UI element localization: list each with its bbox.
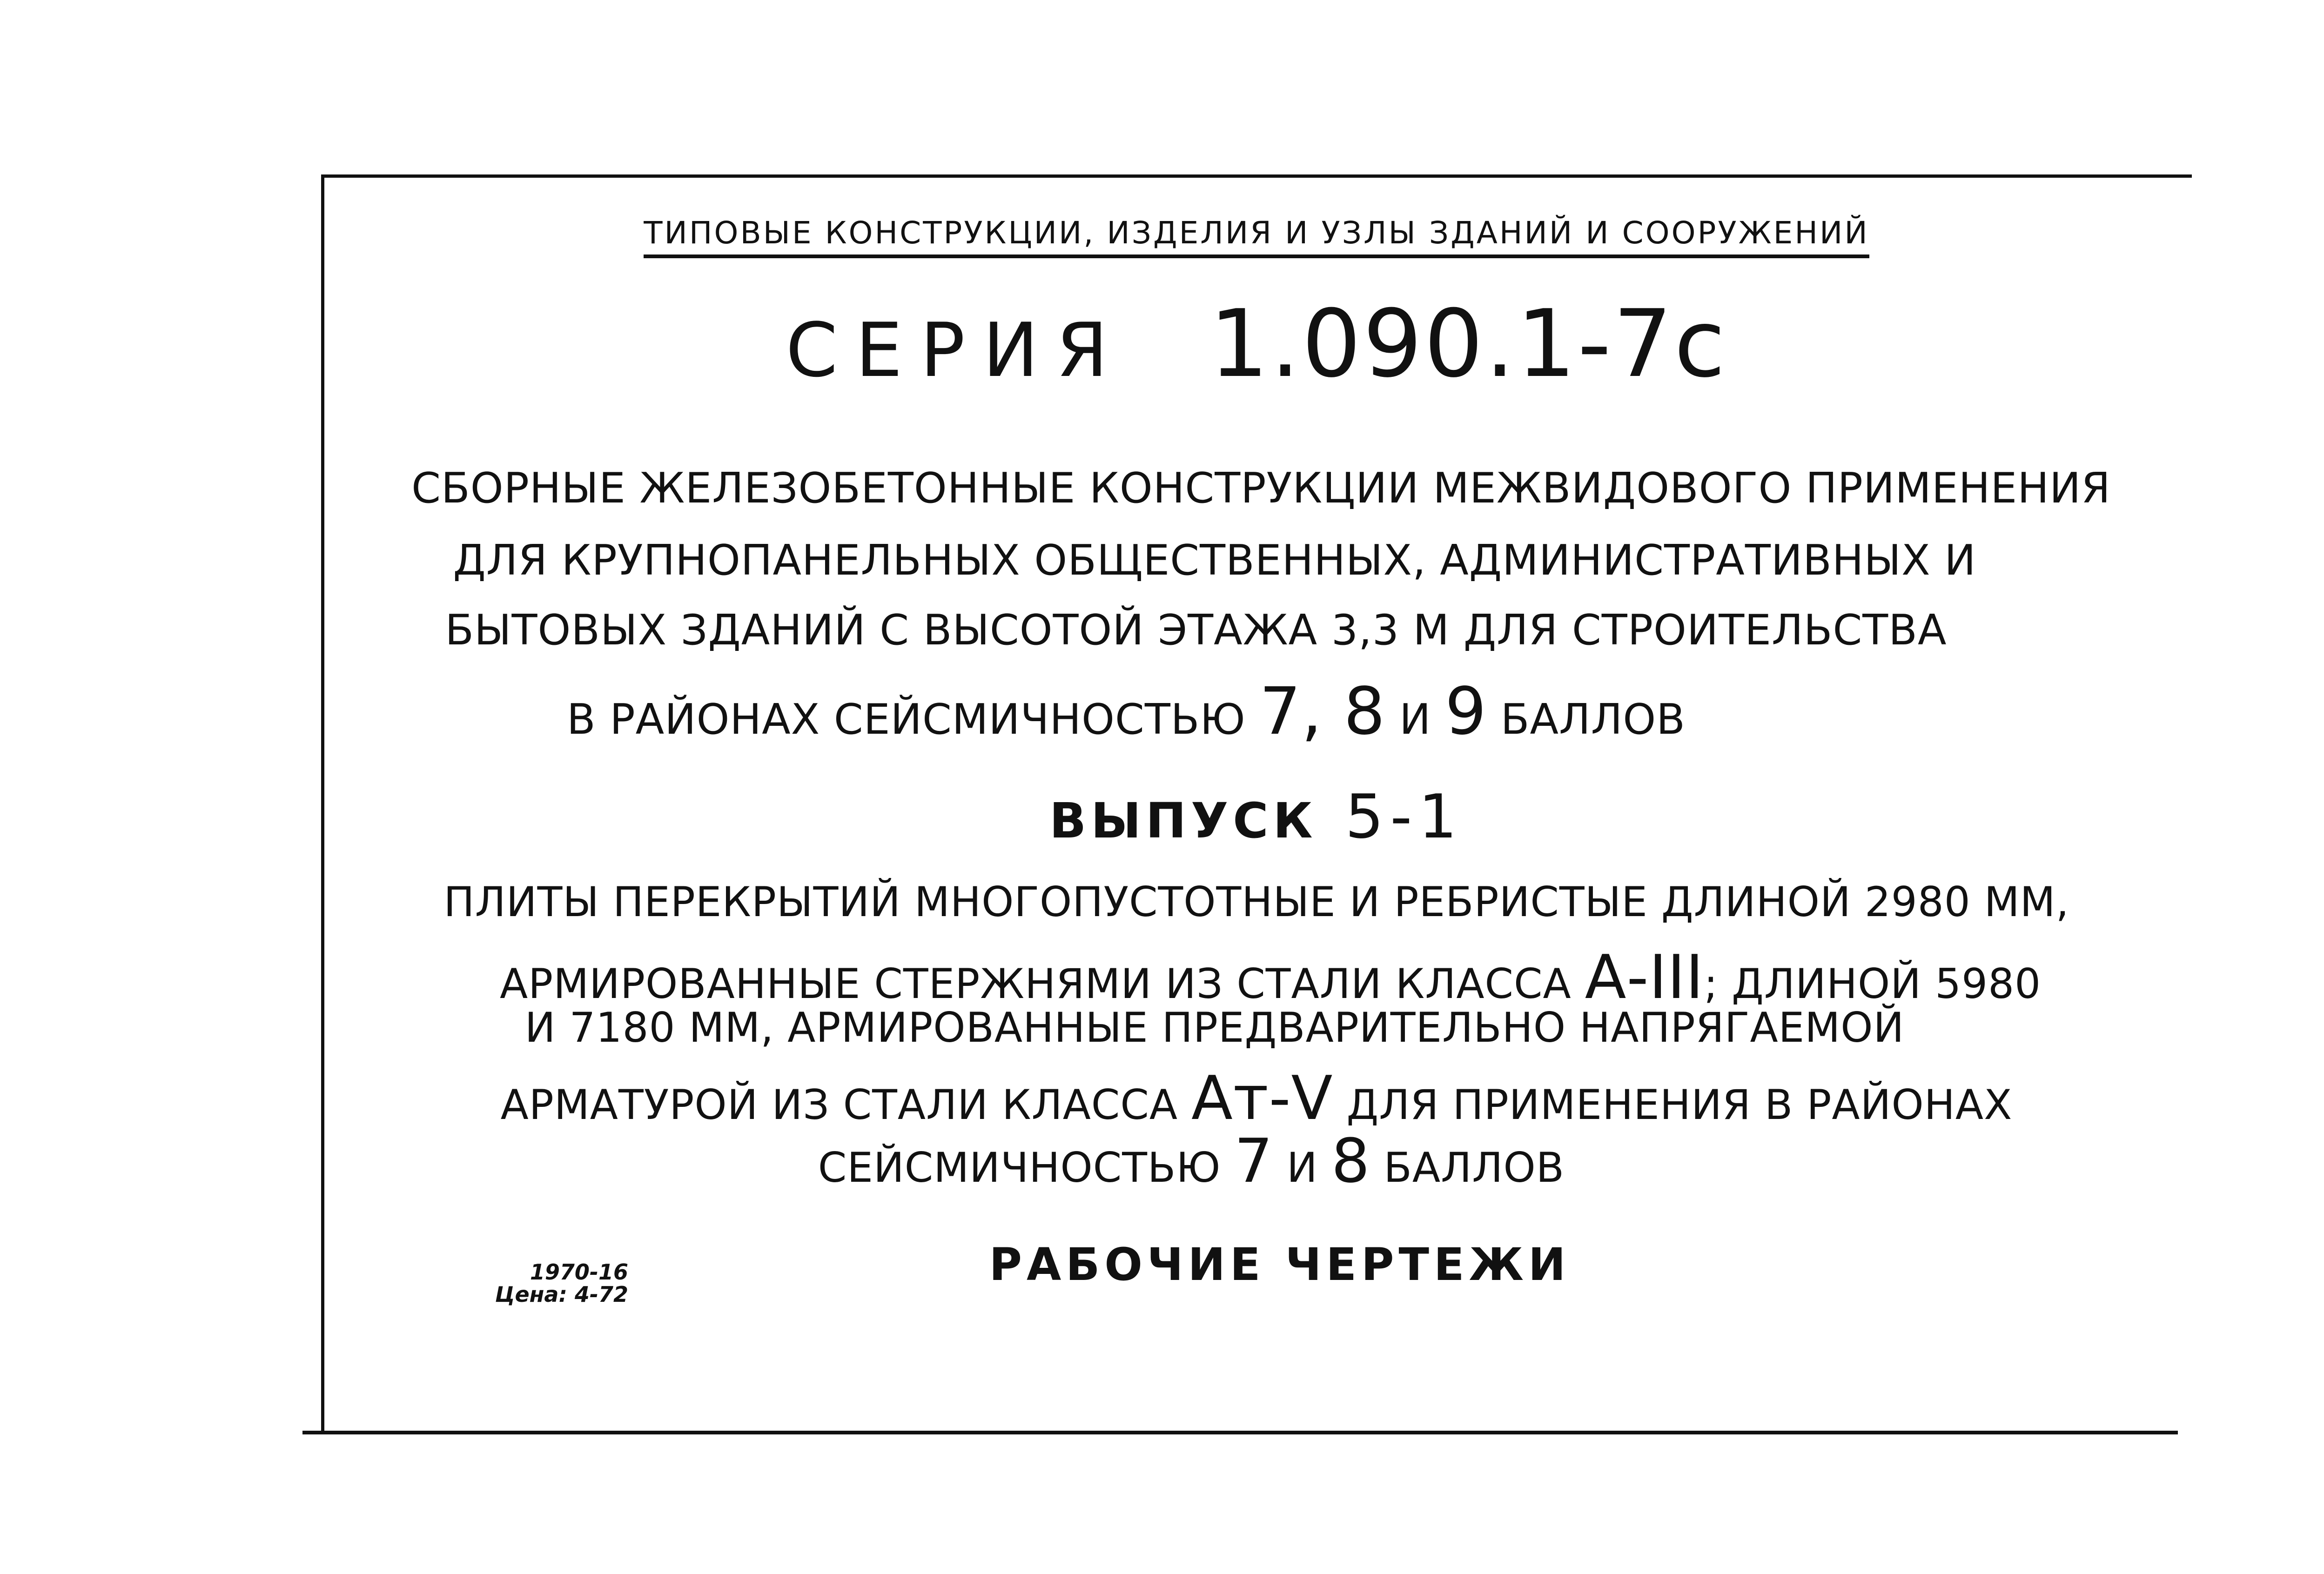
title-line-4-and: И [1399,695,1431,744]
title-line-1: СБОРНЫЕ ЖЕЛЕЗОБЕТОННЫЕ КОНСТРУКЦИИ МЕЖВИДОВОГО ПРИМЕНЕНИЯ [411,464,2111,513]
seismic-values-1: 7, 8 [1259,674,1386,750]
description-line-4-suffix: ДЛЯ ПРИМЕНЕНИЯ В РАЙОНАХ [1346,1081,2013,1129]
title-line-4 [191,674,2062,750]
description-line-2 [335,942,2206,1012]
description-line-5-suffix: БАЛЛОВ [1384,1144,1565,1192]
description-line-4 [321,1063,2192,1133]
steel-class-atv: Ат-V [1191,1063,1333,1133]
issue-number: 5-1 [1345,781,1464,852]
description-line-3: И 7180 ММ, АРМИРОВАННЫЕ ПРЕДВАРИТЕЛЬНО НАПРЯГАЕМОЙ [524,1004,1905,1052]
steel-class-a3: А-III [1585,942,1704,1012]
series-number: 1.090.1-7с [1209,290,1727,398]
description-line-1: ПЛИТЫ ПЕРЕКРЫТИЙ МНОГОПУСТОТНЫЕ И РЕБРИСТЫЕ ДЛИНОЙ 2980 ММ, [443,878,2069,926]
series-heading [321,290,2192,398]
title-line-3: БЫТОВЫХ ЗДАНИЙ С ВЫСОТОЙ ЭТАЖА 3,3 М ДЛЯ СТРОИТЕЛЬСТВА [445,606,1947,655]
seismic-value-8: 8 [1331,1125,1370,1196]
description-line-2-suffix: ; ДЛИНОЙ 5980 [1704,960,2042,1008]
description-line-2-prefix: АРМИРОВАННЫЕ СТЕРЖНЯМИ ИЗ СТАЛИ КЛАССА [499,960,1572,1008]
series-label: СЕРИЯ [786,307,1126,394]
frame-top-border [321,174,2192,178]
title-line-4-suffix: БАЛЛОВ [1500,695,1686,744]
title-line-2: ДЛЯ КРУПНОПАНЕЛЬНЫХ ОБЩЕСТВЕННЫХ, АДМИНИСТРАТИВНЫХ И [453,536,1976,585]
description-line-5-prefix: СЕЙСМИЧНОСТЬЮ [818,1144,1221,1192]
collection-subtitle [321,215,2192,251]
collection-subtitle-text: ТИПОВЫЕ КОНСТРУКЦИИ, ИЗДЕЛИЯ И УЗЛЫ ЗДАНИЙ И СООРУЖЕНИЙ [644,215,1869,258]
seismic-value-7: 7 [1234,1125,1274,1196]
issue-heading [321,781,2192,852]
price-stamp [461,1261,628,1306]
seismic-values-2: 9 [1445,674,1487,750]
description-line-5-and: И [1287,1144,1318,1192]
title-line-4-prefix: В РАЙОНАХ СЕЙСМИЧНОСТЬЮ [567,695,1246,744]
stamp-price: Цена: 4-72 [495,1282,628,1307]
description-line-5 [470,1125,1913,1196]
issue-label: ВЫПУСК [1049,792,1317,849]
working-drawings-label: РАБОЧИЕ ЧЕРТЕЖИ [989,1239,1571,1291]
description-line-4-prefix: АРМАТУРОЙ ИЗ СТАЛИ КЛАССА [500,1081,1178,1129]
frame-bottom-border [302,1431,2178,1434]
stamp-code: 1970-16 [530,1259,628,1285]
